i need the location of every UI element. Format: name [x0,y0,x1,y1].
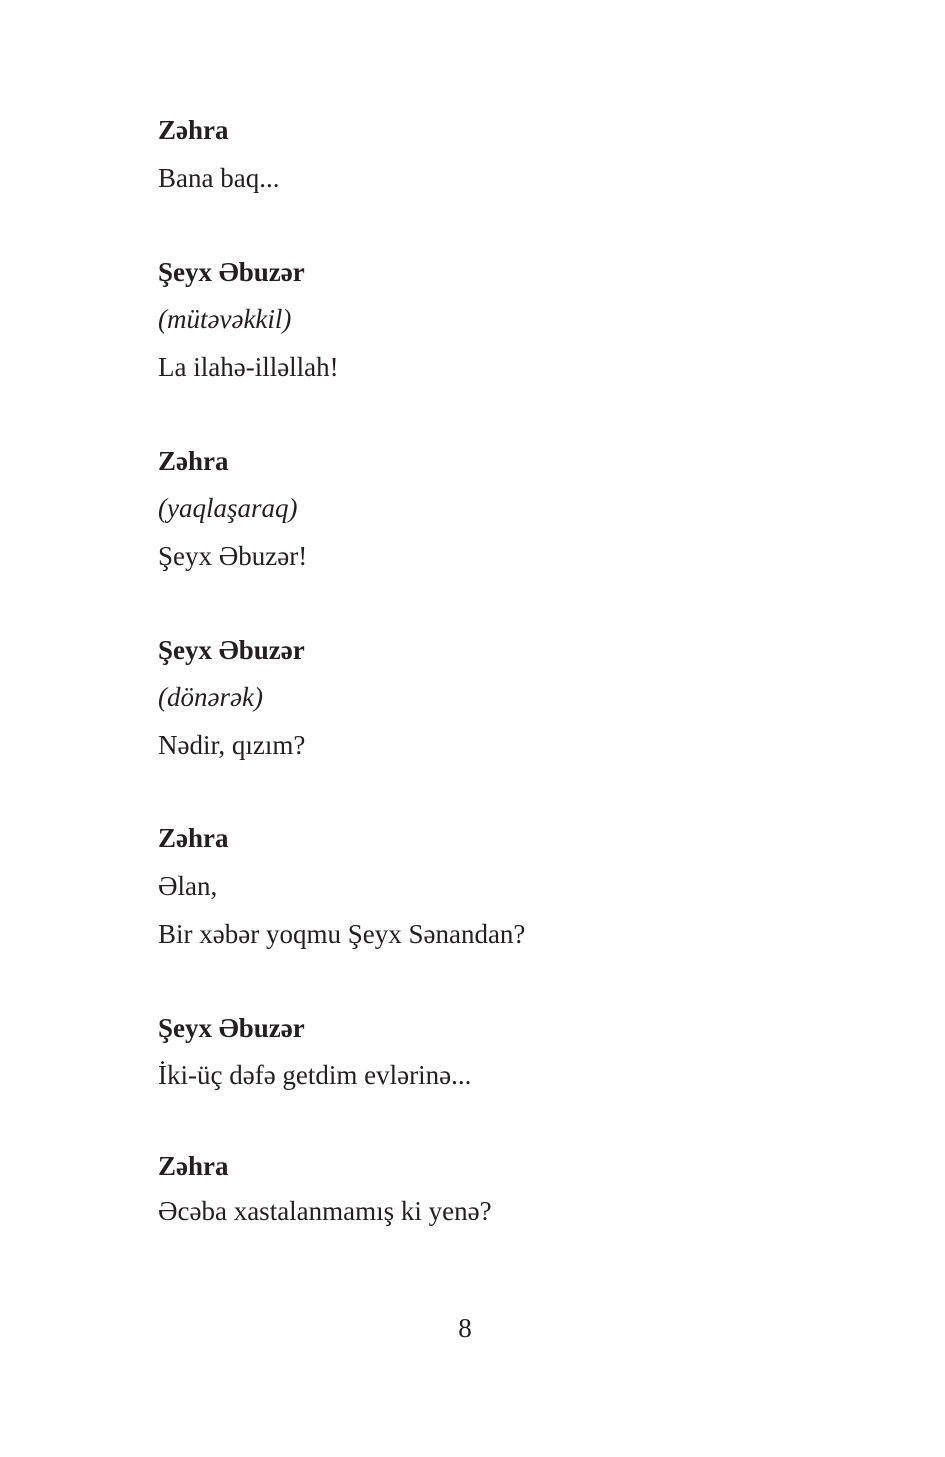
speaker-name: Zəhra [158,446,229,476]
dialogue-line: Əlan, [158,871,218,901]
speaker-name: Zəhra [158,1151,229,1181]
stage-direction: (mütəvəkkil) [158,304,292,334]
speaker-name: Şeyx Əbuzər [158,257,305,287]
stage-direction: (dönərək) [158,682,263,712]
speaker-name: Zəhra [158,115,229,145]
dialogue-line: Nədir, qızım? [158,730,306,760]
dialogue-line: İki-üç dəfə getdim evlərinə... [158,1060,472,1090]
dialogue-line: Əcəba xastalanmamış ki yenə? [158,1196,492,1226]
dialogue-line: Şeyx Əbuzər! [158,541,308,571]
dialogue-line: Bir xəbər yoqmu Şeyx Sənandan? [158,919,526,949]
stage-direction: (yaqlaşaraq) [158,493,298,523]
speaker-name: Şeyx Əbuzər [158,1013,305,1043]
speaker-name: Zəhra [158,823,229,853]
dialogue-line: Bana baq... [158,163,280,193]
dialogue-line: La ilahə-illəllah! [158,352,339,382]
speaker-name: Şeyx Əbuzər [158,635,305,665]
page-number: 8 [458,1313,472,1343]
